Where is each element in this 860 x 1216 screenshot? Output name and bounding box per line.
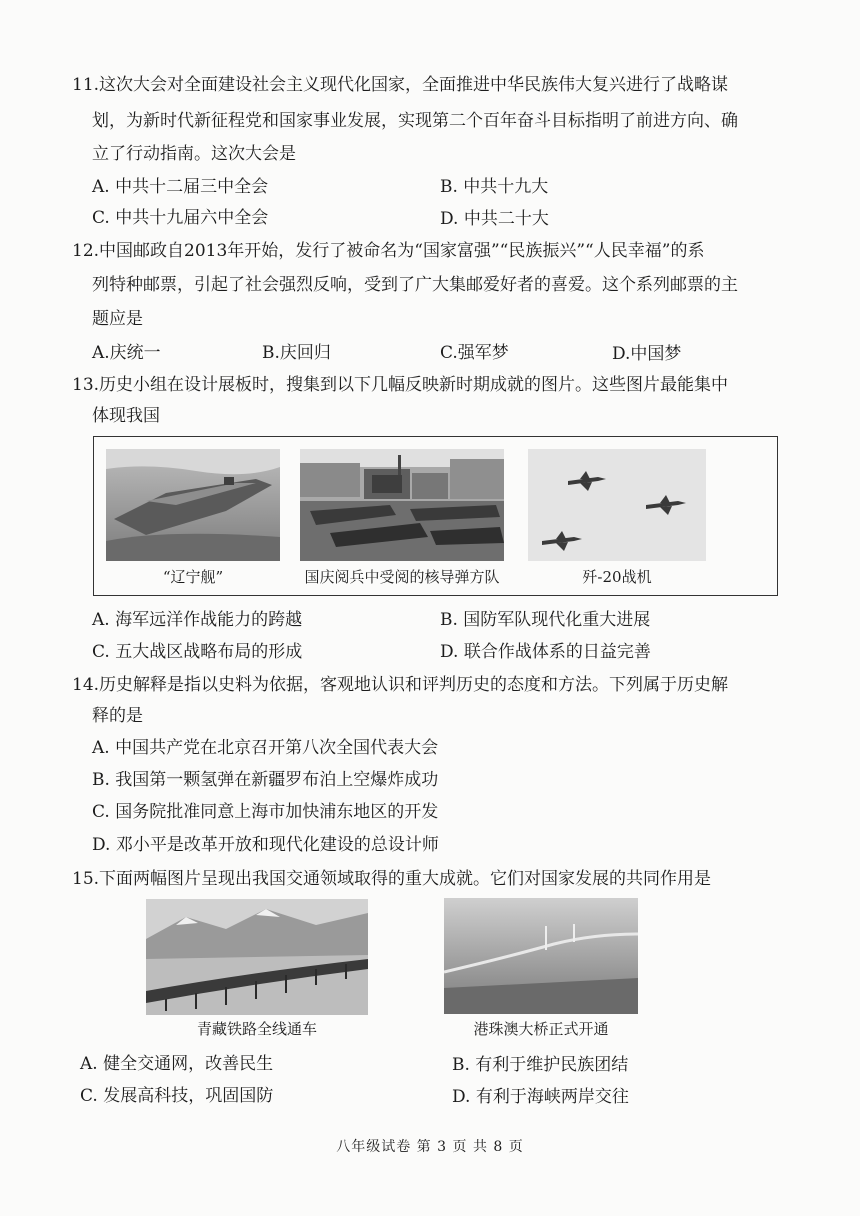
question-12-option-d: D.中国梦: [612, 344, 682, 364]
question-14-line-1: 14.历史解释是指以史料为依据，客观地认识和评判历史的态度和方法。下列属于历史解: [72, 675, 729, 695]
question-14-line-2: 释的是: [92, 706, 143, 726]
question-15-option-c: C. 发展高科技，巩固国防: [80, 1086, 274, 1106]
question-11-option-b: B. 中共十九大: [440, 177, 549, 197]
question-11-line-2: 划，为新时代新征程党和国家事业发展，实现第二个百年奋斗目标指明了前进方向、确: [92, 111, 738, 131]
j20-fighter-photo: [528, 449, 706, 561]
question-12-option-c: C.强军梦: [440, 343, 509, 363]
question-12-line-2: 列特种邮票，引起了社会强烈反响，受到了广大集邮爱好者的喜爱。这个系列邮票的主: [92, 275, 738, 295]
question-15-option-a: A. 健全交通网，改善民生: [80, 1054, 274, 1074]
question-11-line-1: 11.这次大会对全面建设社会主义现代化国家，全面推进中华民族伟大复兴进行了战略谋: [72, 75, 729, 95]
question-13-line-2: 体现我国: [92, 406, 160, 426]
question-12-line-3: 题应是: [92, 309, 143, 329]
question-12-option-a: A.庆统一: [92, 343, 161, 363]
hong-kong-zhuhai-macao-bridge-caption: 港珠澳大桥正式开通: [473, 1020, 609, 1038]
question-11-option-a: A. 中共十二届三中全会: [92, 177, 269, 197]
question-12-option-b: B.庆回归: [262, 343, 331, 363]
question-13-option-b: B. 国防军队现代化重大进展: [440, 610, 651, 630]
question-12-line-1: 12.中国邮政自2013年开始，发行了被命名为“国家富强”“民族振兴”“人民幸福”的系: [72, 241, 705, 261]
liaoning-caption: “辽宁舰”: [162, 568, 224, 586]
j20-caption: 歼-20战机: [582, 568, 652, 586]
question-13-option-c: C. 五大战区战略布局的形成: [92, 642, 303, 662]
question-13-line-1: 13.历史小组在设计展板时，搜集到以下几幅反映新时期成就的图片。这些图片最能集中: [72, 375, 729, 395]
question-15-option-b: B. 有利于维护民族团结: [452, 1055, 629, 1075]
question-14-option-d: D. 邓小平是改革开放和现代化建设的总设计师: [92, 835, 439, 855]
qinghai-tibet-railway-photo: [146, 899, 368, 1015]
question-15-option-d: D. 有利于海峡两岸交往: [452, 1087, 629, 1107]
qinghai-tibet-railway-caption: 青藏铁路全线通车: [196, 1020, 317, 1038]
question-11-option-d: D. 中共二十大: [440, 209, 549, 229]
question-11-option-c: C. 中共十九届六中全会: [92, 208, 269, 228]
question-14-option-b: B. 我国第一颗氢弹在新疆罗布泊上空爆炸成功: [92, 770, 439, 790]
question-14-option-c: C. 国务院批准同意上海市加快浦东地区的开发: [92, 802, 439, 822]
question-15-line-1: 15.下面两幅图片呈现出我国交通领域取得的重大成就。它们对国家发展的共同作用是: [72, 869, 712, 889]
hong-kong-zhuhai-macao-bridge-photo: [444, 898, 638, 1014]
page-footer: 八年级试卷 第 3 页 共 8 页: [336, 1139, 524, 1155]
question-13-option-d: D. 联合作战体系的日益完善: [440, 642, 651, 662]
missile-parade-caption: 国庆阅兵中受阅的核导弹方队: [304, 568, 500, 586]
question-13-option-a: A. 海军远洋作战能力的跨越: [92, 610, 303, 630]
question-11-line-3: 立了行动指南。这次大会是: [92, 144, 296, 164]
question-14-option-a: A. 中国共产党在北京召开第八次全国代表大会: [92, 738, 439, 758]
missile-parade-photo: [300, 449, 504, 561]
liaoning-carrier-photo: [106, 449, 280, 561]
